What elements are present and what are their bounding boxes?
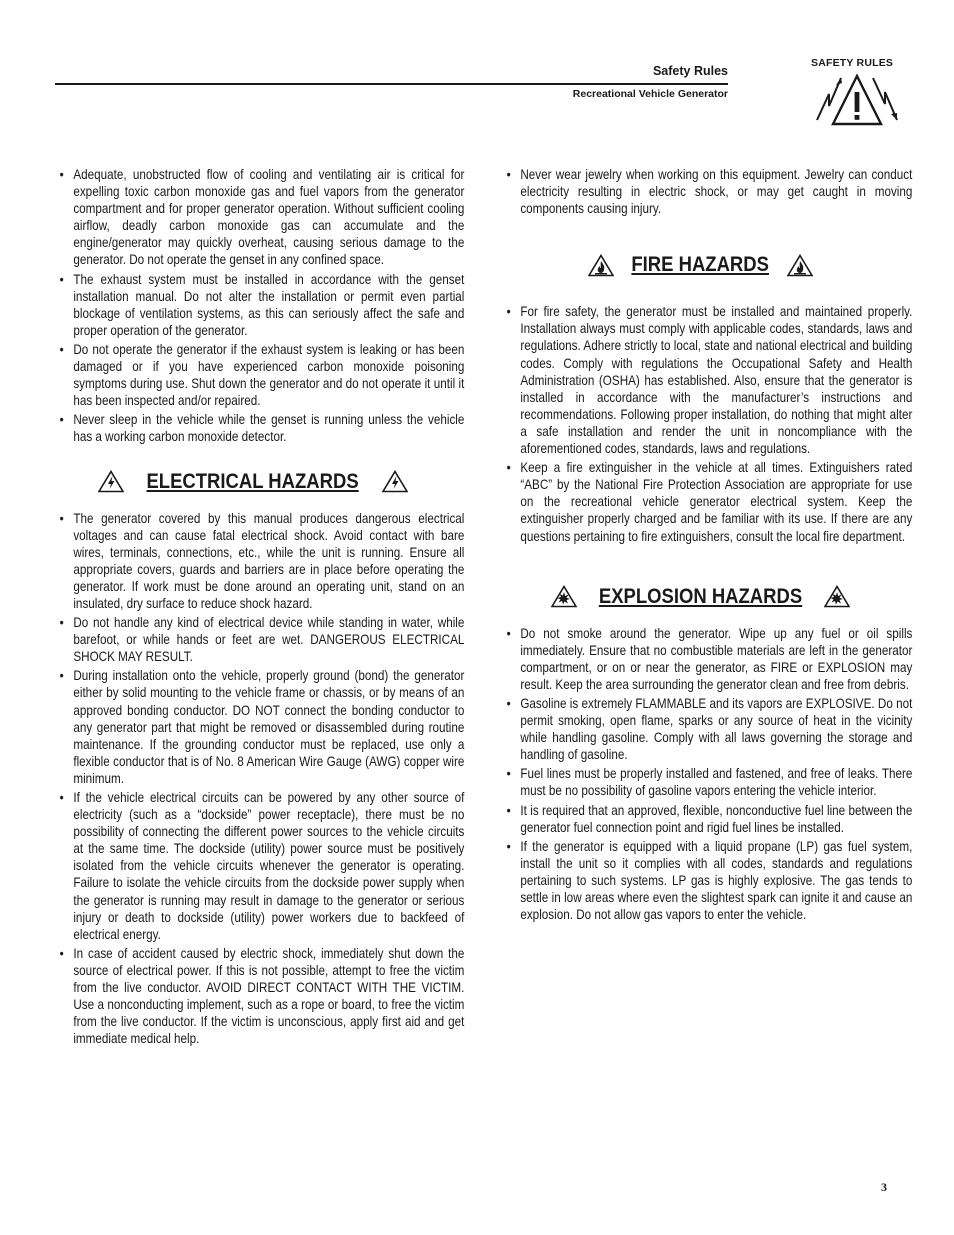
intro-bullet-list [57,166,465,446]
electrical-warning-icon [382,470,408,493]
header-title: Safety Rules [652,64,728,78]
fire-warning-icon [787,254,813,277]
fire-bullet-list [504,303,913,544]
list-item: • It is required that an approved, flexible, nonconductive fuel line between the generator fuel connection point and rigid fuel lines be installed. [504,802,912,836]
list-item: • In case of accident caused by electric shock, immediately shut down the source of electrical power. If this is not possible, attempt to free the victim from the live conductor. AVOID DIRECT CONTACT WITH THE VICTIM. Use a nonconducting implement, such as a rope or board, to free the victim from the live conductor. If the victim is unconscious, apply first aid and get immediate medical help. [57,945,464,1048]
fire-warning-icon [588,254,614,277]
explosion-warning-icon [551,585,577,608]
section-title: ELECTRICAL HAZARDS [146,469,360,493]
list-item: • If the generator is equipped with a liquid propane (LP) gas fuel system, install the unit so it complies with all codes, standards and regulations pertaining to such systems. LP gas is highly explosive. The gas tends to settle in low areas where even the slightest spark can ignite it and cause an explosion. Do not allow gas vapors to enter the vehicle. [504,838,912,923]
page-number: 3 [881,1180,887,1194]
list-item: • If the vehicle electrical circuits can be powered by any other source of electricity (such as a “dockside” power receptacle), there must be no possibility of connecting the different power sources to the vehicle circuits at the same time. The dockside (utility) power source must be positively isolated from the vehicle circuits whenever the generator is operating. Failure to isolate the vehicle circuits from the dockside power supply when the generator is running may result in damage to the generator or serious injury or death to dockside (utility) power workers due to backfeed of electrical energy. [57,789,464,943]
fire-hazards-heading [504,251,897,279]
section-title: FIRE HAZARDS [631,253,770,277]
list-item: • Keep a fire extinguisher in the vehicle at all times. Extinguishers rated “ABC” by the National Fire Protection Association are appropriate for use on the recreational vehicle generator electrical system. Keep the extinguisher properly charged and be familiar with its use. If there are any questions pertaining to fire extinguishers, consult the local fire department. [504,459,912,544]
explosion-warning-icon [824,585,850,608]
jewelry-bullet-list [504,166,913,217]
list-item: • The generator covered by this manual produces dangerous electrical voltages and can cause fatal electrical shock. Avoid contact with bare wires, terminals, connections, etc., while the unit is running. Ensure all appropriate covers, guards and barriers are in place before operating the generator. If work must be done around an operating unit, stand on an insulated, dry surface to reduce shock hazard. [57,510,464,613]
list-item: • Gasoline is extremely FLAMMABLE and its vapors are EXPLOSIVE. Do not permit smoking, open flame, sparks or any source of heat in the vicinity while handling gasoline. Comply with all laws governing the storage and handling of gasoline. [504,695,912,763]
list-item: • Do not operate the generator if the exhaust system is leaking or has been damaged or if you have experienced carbon monoxide poisoning symptoms during use. Shut down the generator and do not operate it until it has been inspected and/or repaired. [57,341,464,409]
list-item: • For fire safety, the generator must be installed and maintained properly. Installation always must comply with applicable codes, standards, laws and regulations. Adhere strictly to local, state and national electrical and building codes. Comply with regulations the Occupational Safety and Health Administration (OSHA) has established. Also, ensure that the generator is installed in accordance with the manufacturer’s instructions and recommendations. Following proper installation, do nothing that might alter a safe installation and render the unit in noncompliance with the aforementioned codes, standards, laws and regulations. [504,303,912,457]
electrical-bullet-list [57,510,465,1048]
list-item: • Never sleep in the vehicle while the genset is running unless the vehicle has a working carbon monoxide detector. [57,411,464,445]
explosion-hazards-heading [504,583,897,611]
left-column [57,166,465,1049]
explosion-bullet-list [504,625,913,924]
electrical-warning-icon [98,470,124,493]
list-item: • Never wear jewelry when working on this equipment. Jewelry can conduct electricity resulting in electric shock, or may get caught in moving components causing injury. [504,166,912,217]
header-rule [55,83,728,85]
list-item: • Do not handle any kind of electrical device while standing in water, while barefoot, or while hands or feet are wet. DANGEROUS ELECTRICAL SHOCK MAY RESULT. [57,614,464,665]
header-subtitle: Recreational Vehicle Generator [572,88,728,100]
list-item: • Adequate, unobstructed flow of cooling and ventilating air is critical for expelling toxic carbon monoxide gas and fuel vapors from the generator compartment and for proper generator operation. Without sufficient cooling airflow, deadly carbon monoxide gas can accumulate and the engine/generator may quickly overheat, causing serious damage to the generator. Do not operate the genset in any confined space. [57,166,464,269]
lightning-exclamation-icon [815,72,899,128]
electrical-hazards-heading [57,468,449,496]
right-column [504,166,913,925]
list-item: • During installation onto the vehicle, properly ground (bond) the generator either by solid mounting to the vehicle frame or chassis, or by means of an approved bonding conductor. DO NOT connect the bonding conductor to any generator part that might be removed or disassembled during routine maintenance. If the grounding conductor must be replaced, use only a flexible conductor that is of No. 8 American Wire Gauge (AWG) copper wire minimum. [57,667,464,787]
section-title: EXPLOSION HAZARDS [598,584,803,608]
list-item: • Fuel lines must be properly installed and fastened, and free of leaks. There must be no possibility of gasoline vapors entering the vehicle interior. [504,765,912,799]
safety-rules-badge-label: SAFETY RULES [811,57,894,69]
list-item: • Do not smoke around the generator. Wipe up any fuel or oil spills immediately. Ensure that no combustible materials are left in the generator compartment, or on or near the generator, as FIRE or EXPLOSION may result. Keep the area surrounding the generator clean and free from debris. [504,625,912,693]
list-item: • The exhaust system must be installed in accordance with the genset installation manual. Do not alter the installation or permit even partial blockage of ventilation systems, as this can seriously affect the safe and proper operation of the generator. [57,271,464,339]
